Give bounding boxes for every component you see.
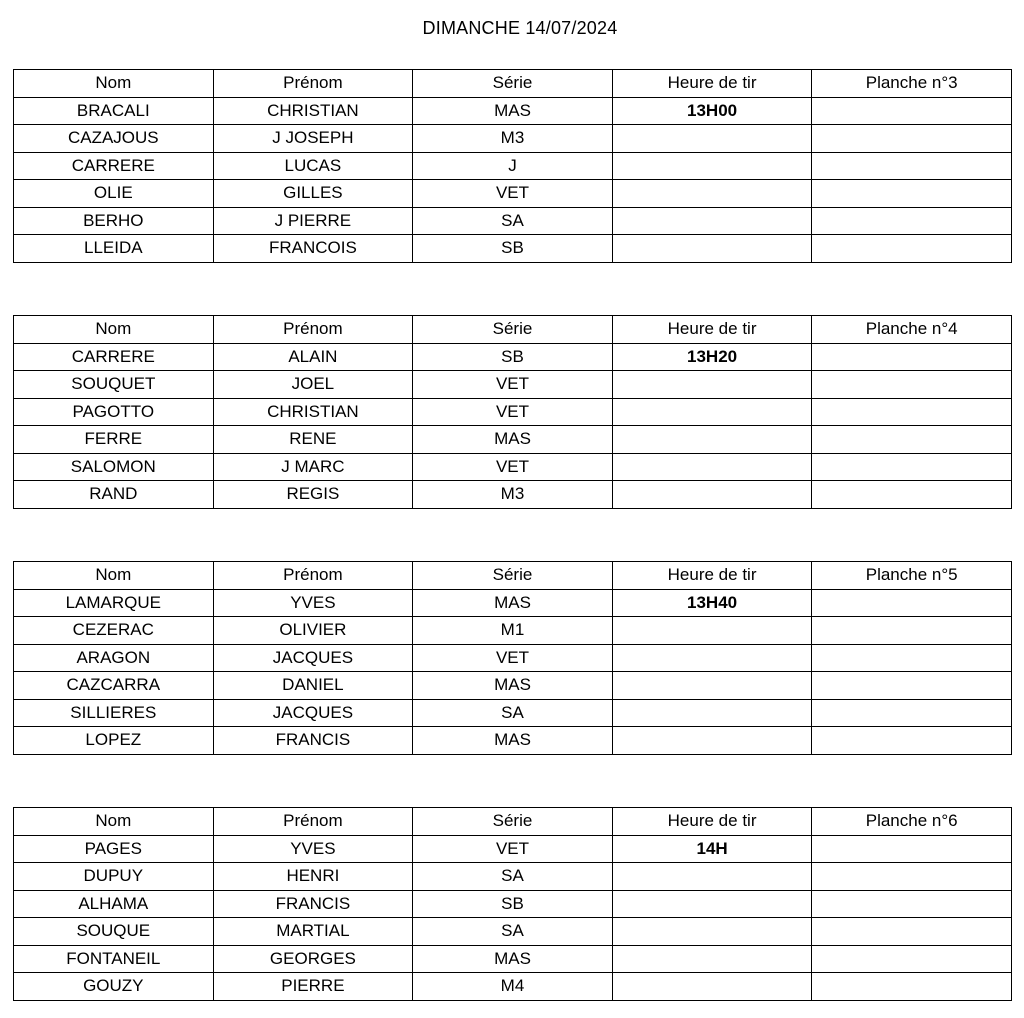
table-row <box>14 207 1012 235</box>
header-serie: Série <box>413 70 613 98</box>
cell-heure <box>612 426 812 454</box>
cell-heure <box>612 699 812 727</box>
cell-planche <box>812 672 1012 700</box>
header-planche: Planche n°6 <box>812 808 1012 836</box>
cell-heure <box>612 235 812 263</box>
cell-planche <box>812 97 1012 125</box>
header-planche: Planche n°4 <box>812 316 1012 344</box>
header-row <box>14 70 1012 98</box>
cell-nom: LAMARQUE <box>14 589 214 617</box>
cell-heure <box>612 727 812 755</box>
table-row <box>14 890 1012 918</box>
cell-nom: DUPUY <box>14 863 214 891</box>
cell-nom: CAZAJOUS <box>14 125 214 153</box>
cell-serie: SA <box>413 699 613 727</box>
cell-serie: SA <box>413 918 613 946</box>
cell-heure <box>612 180 812 208</box>
cell-planche <box>812 973 1012 1001</box>
table-row <box>14 589 1012 617</box>
header-heure: Heure de tir <box>612 562 812 590</box>
cell-nom: CAZCARRA <box>14 672 214 700</box>
cell-nom: CEZERAC <box>14 617 214 645</box>
cell-prenom: JACQUES <box>213 699 413 727</box>
cell-planche <box>812 371 1012 399</box>
table-row <box>14 426 1012 454</box>
cell-planche <box>812 945 1012 973</box>
header-row <box>14 562 1012 590</box>
table-row <box>14 918 1012 946</box>
cell-heure <box>612 125 812 153</box>
header-nom: Nom <box>14 70 214 98</box>
cell-heure <box>612 973 812 1001</box>
header-row <box>14 808 1012 836</box>
table-row <box>14 152 1012 180</box>
cell-nom: PAGOTTO <box>14 398 214 426</box>
cell-serie: J <box>413 152 613 180</box>
header-nom: Nom <box>14 562 214 590</box>
cell-planche <box>812 207 1012 235</box>
cell-serie: MAS <box>413 672 613 700</box>
cell-serie: SA <box>413 207 613 235</box>
cell-heure <box>612 398 812 426</box>
table-row <box>14 727 1012 755</box>
cell-prenom: ALAIN <box>213 343 413 371</box>
cell-nom: CARRERE <box>14 152 214 180</box>
cell-serie: SA <box>413 863 613 891</box>
cell-nom: SILLIERES <box>14 699 214 727</box>
cell-prenom: YVES <box>213 589 413 617</box>
cell-prenom: JACQUES <box>213 644 413 672</box>
cell-prenom: J MARC <box>213 453 413 481</box>
table-row <box>14 398 1012 426</box>
table-row <box>14 97 1012 125</box>
cell-nom: ARAGON <box>14 644 214 672</box>
cell-nom: FERRE <box>14 426 214 454</box>
cell-planche <box>812 398 1012 426</box>
table-row <box>14 945 1012 973</box>
table-row <box>14 125 1012 153</box>
cell-prenom: HENRI <box>213 863 413 891</box>
cell-nom: LLEIDA <box>14 235 214 263</box>
header-prenom: Prénom <box>213 808 413 836</box>
header-prenom: Prénom <box>213 562 413 590</box>
cell-serie: VET <box>413 371 613 399</box>
cell-serie: VET <box>413 835 613 863</box>
cell-heure <box>612 890 812 918</box>
header-heure: Heure de tir <box>612 316 812 344</box>
cell-heure: 14H <box>612 835 812 863</box>
table-row <box>14 835 1012 863</box>
table-row <box>14 481 1012 509</box>
cell-planche <box>812 453 1012 481</box>
header-heure: Heure de tir <box>612 70 812 98</box>
cell-prenom: FRANCIS <box>213 890 413 918</box>
table-row <box>14 371 1012 399</box>
cell-nom: SOUQUE <box>14 918 214 946</box>
cell-serie: VET <box>413 398 613 426</box>
header-prenom: Prénom <box>213 70 413 98</box>
cell-prenom: REGIS <box>213 481 413 509</box>
cell-planche <box>812 343 1012 371</box>
cell-planche <box>812 644 1012 672</box>
cell-nom: SALOMON <box>14 453 214 481</box>
cell-prenom: MARTIAL <box>213 918 413 946</box>
cell-planche <box>812 918 1012 946</box>
cell-planche <box>812 835 1012 863</box>
header-serie: Série <box>413 808 613 836</box>
cell-serie: SB <box>413 343 613 371</box>
cell-serie: VET <box>413 453 613 481</box>
table-row <box>14 973 1012 1001</box>
cell-nom: ALHAMA <box>14 890 214 918</box>
cell-planche <box>812 863 1012 891</box>
cell-nom: CARRERE <box>14 343 214 371</box>
cell-prenom: RENE <box>213 426 413 454</box>
cell-heure <box>612 918 812 946</box>
header-nom: Nom <box>14 316 214 344</box>
table-row <box>14 644 1012 672</box>
cell-serie: MAS <box>413 727 613 755</box>
cell-planche <box>812 152 1012 180</box>
cell-heure: 13H40 <box>612 589 812 617</box>
header-planche: Planche n°5 <box>812 562 1012 590</box>
cell-serie: SB <box>413 235 613 263</box>
cell-heure <box>612 672 812 700</box>
header-prenom: Prénom <box>213 316 413 344</box>
table-row <box>14 343 1012 371</box>
cell-prenom: J JOSEPH <box>213 125 413 153</box>
squad-table-planche-5 <box>13 561 1012 755</box>
cell-planche <box>812 180 1012 208</box>
cell-prenom: OLIVIER <box>213 617 413 645</box>
cell-heure: 13H20 <box>612 343 812 371</box>
header-nom: Nom <box>14 808 214 836</box>
cell-planche <box>812 481 1012 509</box>
cell-serie: M3 <box>413 481 613 509</box>
cell-nom: SOUQUET <box>14 371 214 399</box>
cell-serie: M4 <box>413 973 613 1001</box>
cell-planche <box>812 589 1012 617</box>
cell-prenom: CHRISTIAN <box>213 97 413 125</box>
cell-prenom: DANIEL <box>213 672 413 700</box>
cell-nom: GOUZY <box>14 973 214 1001</box>
header-heure: Heure de tir <box>612 808 812 836</box>
cell-prenom: GILLES <box>213 180 413 208</box>
cell-prenom: YVES <box>213 835 413 863</box>
cell-nom: BRACALI <box>14 97 214 125</box>
cell-planche <box>812 235 1012 263</box>
header-planche: Planche n°3 <box>812 70 1012 98</box>
cell-serie: MAS <box>413 589 613 617</box>
cell-serie: VET <box>413 180 613 208</box>
cell-prenom: LUCAS <box>213 152 413 180</box>
cell-serie: MAS <box>413 945 613 973</box>
cell-planche <box>812 890 1012 918</box>
cell-heure <box>612 207 812 235</box>
cell-nom: PAGES <box>14 835 214 863</box>
cell-prenom: J PIERRE <box>213 207 413 235</box>
cell-planche <box>812 699 1012 727</box>
table-row <box>14 672 1012 700</box>
cell-prenom: FRANCIS <box>213 727 413 755</box>
cell-planche <box>812 125 1012 153</box>
cell-prenom: PIERRE <box>213 973 413 1001</box>
squad-table-planche-4 <box>13 315 1012 509</box>
header-serie: Série <box>413 562 613 590</box>
cell-prenom: CHRISTIAN <box>213 398 413 426</box>
cell-heure <box>612 453 812 481</box>
cell-serie: SB <box>413 890 613 918</box>
cell-planche <box>812 727 1012 755</box>
table-row <box>14 863 1012 891</box>
cell-planche <box>812 617 1012 645</box>
squad-table-planche-6 <box>13 807 1012 1001</box>
cell-nom: BERHO <box>14 207 214 235</box>
cell-heure <box>612 617 812 645</box>
cell-serie: MAS <box>413 97 613 125</box>
header-serie: Série <box>413 316 613 344</box>
cell-nom: RAND <box>14 481 214 509</box>
cell-serie: M3 <box>413 125 613 153</box>
cell-heure <box>612 644 812 672</box>
cell-heure <box>612 945 812 973</box>
cell-prenom: FRANCOIS <box>213 235 413 263</box>
table-row <box>14 699 1012 727</box>
cell-heure <box>612 863 812 891</box>
page-title: DIMANCHE 14/07/2024 <box>422 18 618 38</box>
cell-serie: M1 <box>413 617 613 645</box>
header-row <box>14 316 1012 344</box>
squad-table-planche-3 <box>13 69 1012 263</box>
table-row <box>14 235 1012 263</box>
cell-serie: VET <box>413 644 613 672</box>
cell-heure: 13H00 <box>612 97 812 125</box>
cell-nom: OLIE <box>14 180 214 208</box>
cell-serie: MAS <box>413 426 613 454</box>
table-row <box>14 453 1012 481</box>
table-row <box>14 180 1012 208</box>
cell-planche <box>812 426 1012 454</box>
cell-prenom: GEORGES <box>213 945 413 973</box>
cell-heure <box>612 481 812 509</box>
table-row <box>14 617 1012 645</box>
cell-nom: FONTANEIL <box>14 945 214 973</box>
cell-prenom: JOEL <box>213 371 413 399</box>
cell-heure <box>612 152 812 180</box>
cell-heure <box>612 371 812 399</box>
cell-nom: LOPEZ <box>14 727 214 755</box>
